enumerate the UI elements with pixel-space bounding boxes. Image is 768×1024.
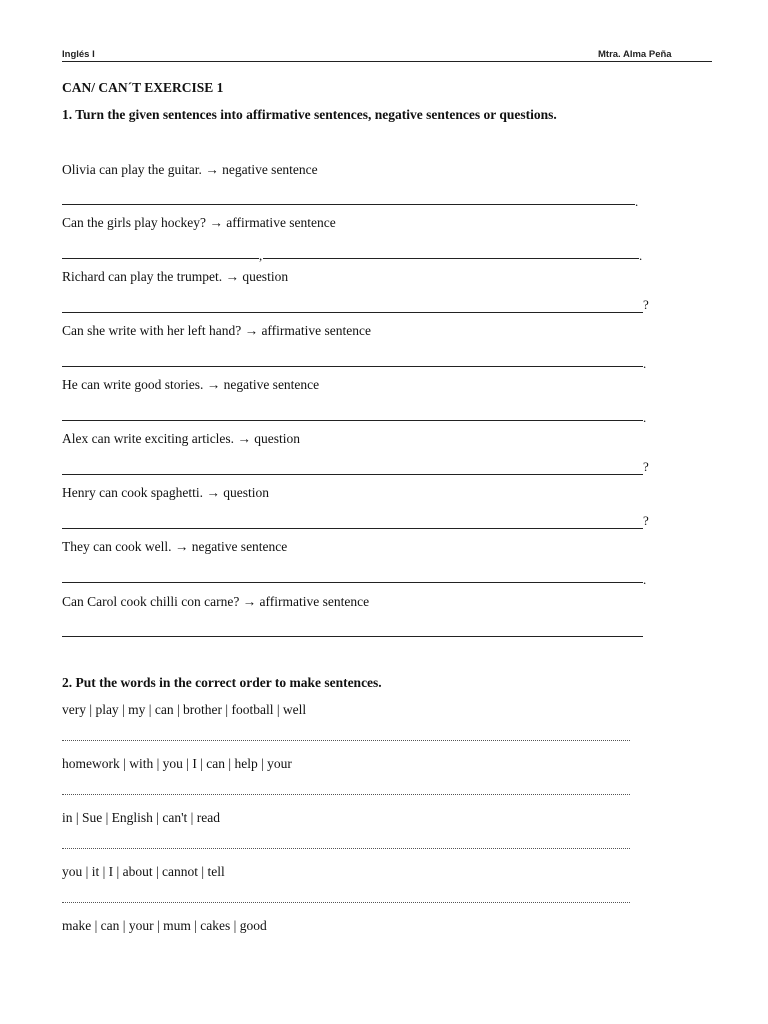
ex1-answer-line-3[interactable] (62, 312, 643, 313)
ex1-answer-line-4[interactable] (62, 366, 643, 367)
header-course: Inglés I (62, 49, 95, 60)
ex1-end-punct-3: ? (643, 297, 649, 312)
ex2-answer-line-1[interactable] (62, 740, 630, 741)
ex2-answer-line-2[interactable] (62, 794, 630, 795)
ex1-answer-line-6[interactable] (62, 474, 643, 475)
ex1-prompt-9: Can Carol cook chilli con carne? → affirmative sentence (62, 594, 370, 609)
ex1-prompt-7: Henry can cook spaghetti. → question (62, 485, 269, 500)
header-rule (62, 61, 712, 62)
ex1-prompt-3: Richard can play the trumpet. → question (62, 269, 289, 284)
ex2-words-2: homework | with | you | I | can | help | your (62, 756, 292, 771)
ex2-answer-line-4[interactable] (62, 902, 630, 903)
ex1-prompt-5: He can write good stories. → negative sentence (62, 377, 320, 392)
header-teacher: Mtra. Alma Peña (598, 49, 672, 60)
ex1-prompt-4: Can she write with her left hand? → affirmative sentence (62, 323, 372, 338)
ex1-prompt-2: Can the girls play hockey? → affirmative sentence (62, 215, 336, 230)
ex1-answer-line-5[interactable] (62, 420, 643, 421)
ex1-end-punct-1: . (635, 194, 639, 209)
ex2-words-5: make | can | your | mum | cakes | good (62, 918, 267, 933)
ex1-answer-line-2b[interactable] (263, 258, 639, 259)
ex1-answer-line-1[interactable] (62, 204, 635, 205)
ex1-prompt-8: They can cook well. → negative sentence (62, 539, 288, 554)
ex1-end-punct-2: . (639, 248, 643, 263)
ex2-words-1: very | play | my | can | brother | football | well (62, 702, 307, 717)
exercise2-heading: 2. Put the words in the correct order to make sentences. (62, 675, 382, 690)
ex1-mid-punct-2: , (259, 248, 263, 263)
ex1-answer-line-2a[interactable] (62, 258, 259, 259)
ex2-answer-line-3[interactable] (62, 848, 630, 849)
ex1-prompt-1: Olivia can play the guitar. → negative sentence (62, 162, 318, 177)
ex1-answer-line-7[interactable] (62, 528, 643, 529)
ex1-answer-line-8[interactable] (62, 582, 643, 583)
worksheet-title: CAN/ CAN´T EXERCISE 1 (62, 80, 224, 95)
exercise1-heading: 1. Turn the given sentences into affirmative sentences, negative sentences or questions. (62, 107, 557, 122)
ex1-end-punct-8: . (643, 572, 647, 587)
ex1-end-punct-7: ? (643, 513, 649, 528)
ex1-prompt-6: Alex can write exciting articles. → question (62, 431, 301, 446)
ex1-end-punct-4: . (643, 356, 647, 371)
ex1-end-punct-6: ? (643, 459, 649, 474)
ex2-words-4: you | it | I | about | cannot | tell (62, 864, 225, 879)
ex2-words-3: in | Sue | English | can't | read (62, 810, 220, 825)
ex1-answer-line-9[interactable] (62, 636, 643, 637)
ex1-end-punct-5: . (643, 410, 647, 425)
